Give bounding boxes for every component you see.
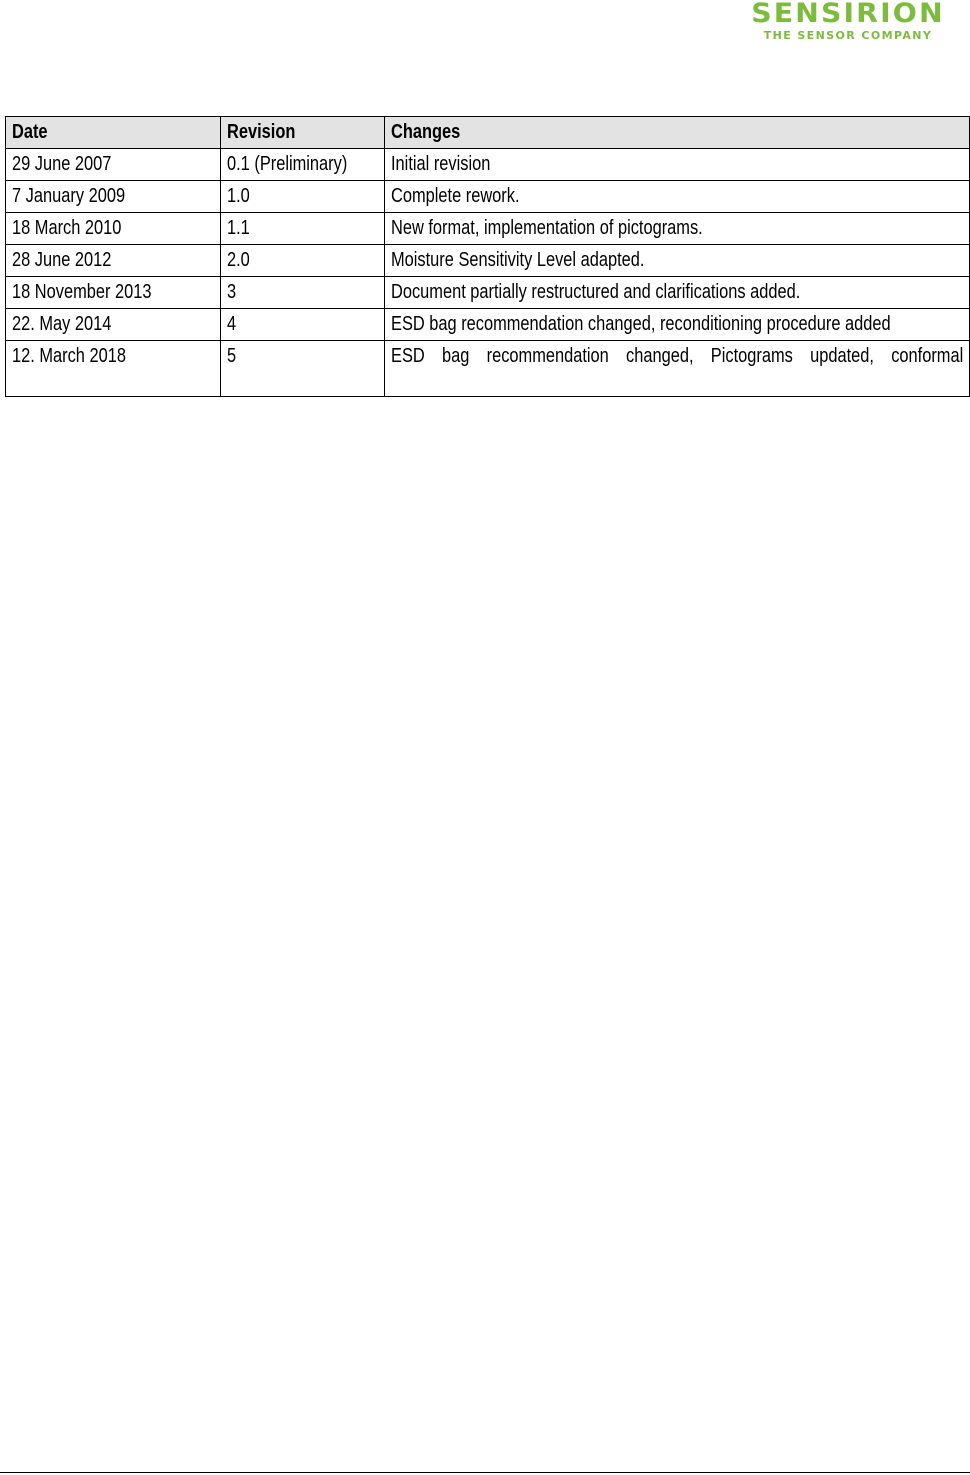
table-row (6, 309, 970, 341)
cell-changes: Initial revision (385, 149, 970, 181)
cell-changes: ESD bag recommendation changed, Pictograms updated, conformal (385, 341, 970, 397)
cell-changes: ESD bag recommendation changed, reconditioning procedure added (385, 309, 970, 341)
sensirion-logo (732, 0, 964, 42)
column-header-changes: Changes (385, 117, 970, 149)
cell-changes: Document partially restructured and clarifications added. (385, 277, 970, 309)
table-row (6, 181, 970, 213)
cell-date: 22. May 2014 (6, 309, 221, 341)
footer-divider (0, 1472, 970, 1473)
cell-revision: 1.0 (221, 181, 385, 213)
cell-date: 12. March 2018 (6, 341, 221, 397)
cell-revision: 5 (221, 341, 385, 397)
logo-tagline: THE SENSOR COMPANY (763, 29, 933, 42)
cell-changes: Complete rework. (385, 181, 970, 213)
cell-date: 7 January 2009 (6, 181, 221, 213)
table-row (6, 213, 970, 245)
table-row (6, 277, 970, 309)
cell-revision: 1.1 (221, 213, 385, 245)
cell-revision: 4 (221, 309, 385, 341)
cell-revision: 3 (221, 277, 385, 309)
cell-revision: 0.1 (Preliminary) (221, 149, 385, 181)
cell-changes: New format, implementation of pictograms. (385, 213, 970, 245)
cell-changes: Moisture Sensitivity Level adapted. (385, 245, 970, 277)
cell-date: 28 June 2012 (6, 245, 221, 277)
logo-wordmark: SENSIRION (751, 0, 945, 29)
table-row (6, 341, 970, 397)
table-row (6, 245, 970, 277)
cell-revision: 2.0 (221, 245, 385, 277)
cell-date: 18 November 2013 (6, 277, 221, 309)
cell-date: 18 March 2010 (6, 213, 221, 245)
table-row (6, 149, 970, 181)
column-header-date: Date (6, 117, 221, 149)
column-header-revision: Revision (221, 117, 385, 149)
table-header-row (6, 117, 970, 149)
revision-history-table (5, 116, 970, 397)
cell-date: 29 June 2007 (6, 149, 221, 181)
